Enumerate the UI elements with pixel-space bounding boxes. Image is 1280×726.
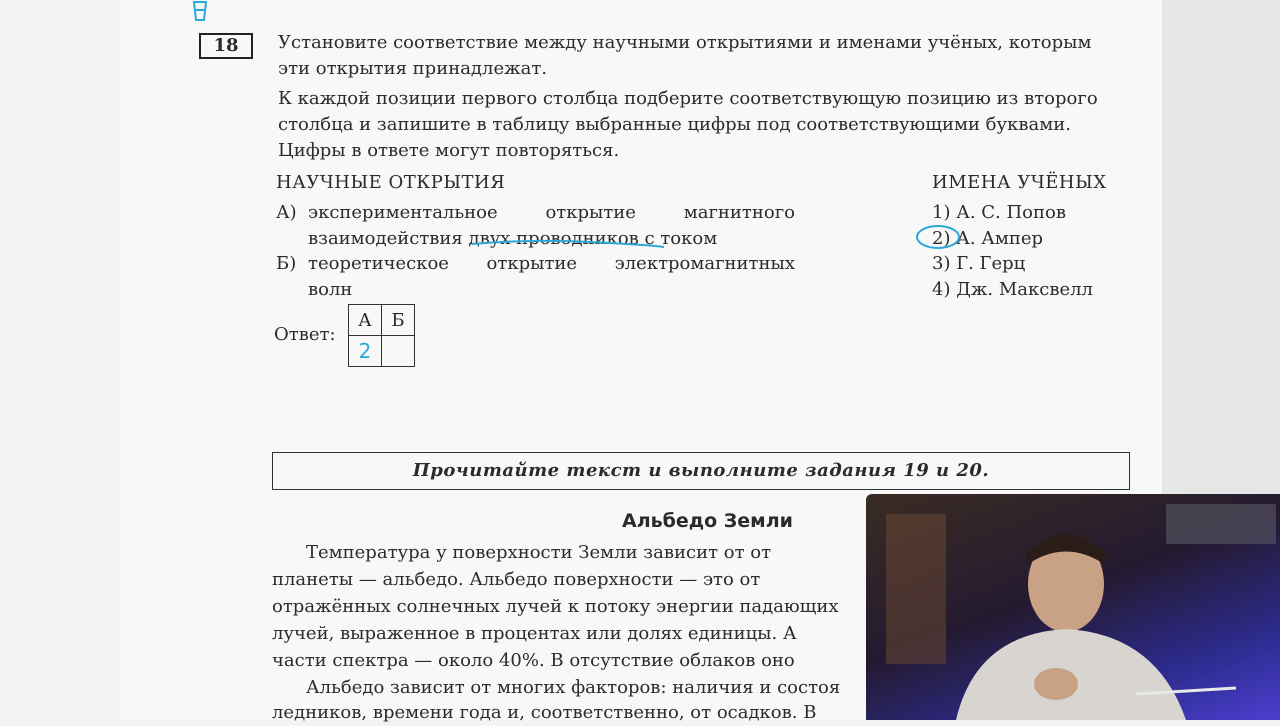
handwritten-underline [470,238,666,250]
scientist-option: 4) Дж. Максвелл [932,279,1093,300]
article-line: ледников, времени года и, соответственно, от осадков. В [272,702,817,723]
article-line: Температура у поверхности Земли зависит от от [306,542,772,563]
word: экспериментальное [308,202,498,223]
word: магнитного [683,202,795,223]
article-line: лучей, выраженное в процентах или долях единицы. А [272,623,797,644]
article-line: отражённых солнечных лучей к потоку энергии падающих [272,596,839,617]
item-key: Б) [276,253,297,274]
instruction-line: Цифры в ответе могут повторяться. [278,140,620,161]
article-title: Альбедо Земли [622,510,793,532]
right-column-heading: ИМЕНА УЧЁНЫХ [932,172,1107,193]
word: теоретическое [308,253,449,274]
item-line [308,200,795,226]
article-line: Альбедо зависит от многих факторов: наличия и состоя [306,677,841,698]
item-line: взаимодействия двух проводников с током [308,228,718,249]
item-key: А) [276,202,297,223]
word: открытие [486,253,578,274]
answer-header-b: Б [382,305,415,336]
answer-label: Ответ: [274,324,336,345]
article-line: части спектра — около 40%. В отсутствие облаков оно [272,650,795,671]
pen-icon [188,0,212,24]
scientist-option: 1) А. С. Попов [932,202,1066,223]
item-line: волн [308,279,353,300]
answer-table [348,304,415,367]
item-line [308,251,795,277]
article-line: планеты — альбедо. Альбедо поверхности — это от [272,569,761,590]
answer-cell-a[interactable]: 2 [349,336,382,367]
presenter-silhouette [866,494,1280,720]
instruction-line: К каждой позиции первого столбца подберите соответствующую позицию из второго [278,88,1098,109]
webcam-overlay [866,494,1280,720]
handwritten-circle [914,222,966,252]
answer-cell-b[interactable] [382,336,415,367]
instruction-line: Установите соответствие между научными открытиями и именами учёных, которым [278,32,1092,53]
left-column-heading: НАУЧНЫЕ ОТКРЫТИЯ [276,172,506,193]
scientist-option: 3) Г. Герц [932,253,1026,274]
answer-header-a: А [349,305,382,336]
reading-banner: Прочитайте текст и выполните задания 19 и 20. [272,452,1130,490]
task-number: 18 [199,33,253,59]
instruction-line: эти открытия принадлежат. [278,58,548,79]
instruction-line: столбца и запишите в таблицу выбранные цифры под соответствующими буквами. [278,114,1071,135]
scientist-option: 2) А. Ампер [932,228,1044,249]
word: открытие [545,202,636,223]
word: электромагнитных [614,253,795,274]
